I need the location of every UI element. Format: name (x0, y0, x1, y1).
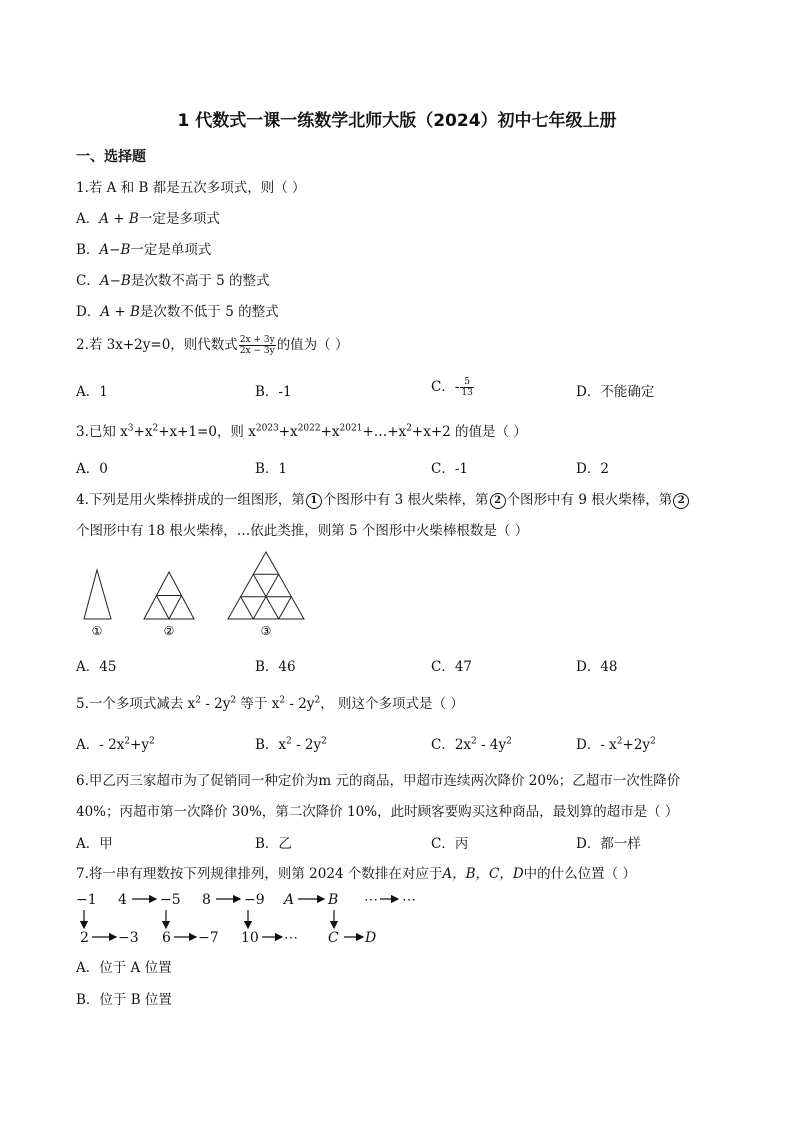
pattern-top-ellipsis-1: ⋯ (364, 892, 378, 908)
q6-option-d: D．都一样 (576, 836, 641, 852)
pattern-top-4: 8 (202, 892, 211, 908)
q6-option-c: C．丙 (431, 836, 469, 852)
page-title: 1 代数式一课一练数学北师大版（2024）初中七年级上册 (177, 111, 617, 131)
q6-option-b: B．乙 (255, 836, 292, 852)
pattern-top-5: −9 (244, 892, 265, 908)
question-6-line-2: 40%；丙超市第一次降价 30%，第二次降价 10%，此时顾客要购买这种商品，最划算的超市是（ ） (76, 804, 679, 820)
question-4-line-1: 4.下列是用火柴棒拼成的一组图形，第 1 个图形中有 3 根火柴棒，第 2 个图形中有 9 根火柴棒，第 2 (76, 488, 690, 509)
q1-option-c: C．A−B是次数不高于 5 的整式 (76, 273, 270, 289)
q3-option-a: A．0 (76, 461, 108, 477)
q7-option-a: A．位于 A 位置 (76, 960, 172, 976)
q2-option-d: D．不能确定 (576, 384, 655, 400)
pattern-top-A: A (284, 892, 295, 908)
figure-label-3: ③ (260, 624, 272, 638)
matchstick-triangles-figure (76, 548, 336, 643)
triangle-figure-1 (84, 570, 111, 619)
q1-option-a: A．A + B一定是多项式 (76, 211, 220, 227)
q2-option-a: A．1 (76, 384, 108, 400)
figure-label-1: ① (91, 624, 103, 638)
triangle-figure-3 (228, 552, 304, 619)
q7-option-b: B．位于 B 位置 (76, 992, 172, 1008)
fraction: $\frac{2x + 3y}{2x - 3y}$ (239, 335, 275, 356)
question-5-stem: 5.一个多项式减去 $x^2 - 2y^2$ 等于 $x^2 - 2y^2$， 则这个多项式是（ ） (76, 695, 464, 712)
section-heading: 一、选择题 (76, 149, 146, 165)
question-6-line-1: 6.甲乙丙三家超市为了促销同一种定价为m 元的商品，甲超市连续两次降价 20%；乙超市一次性降价 (76, 773, 681, 789)
q5-option-d: D．- $x^2+2y^2$ (576, 736, 656, 753)
fraction: $\frac{5}{13}$ (461, 377, 473, 398)
q4-option-a: A．45 (76, 659, 117, 675)
question-4-line-2: 个图形中有 18 根火柴棒，…依此类推，则第 5 个图形中火柴棒根数是（ ） (76, 523, 529, 539)
q1-option-d: D．A + B是次数不低于 5 的整式 (76, 304, 279, 320)
pattern-top-ellipsis-2: ⋯ (402, 892, 416, 908)
pattern-top-1: −1 (76, 892, 97, 908)
pattern-bottom-2: −3 (118, 930, 139, 946)
number-pattern-diagram (76, 886, 436, 948)
pattern-top-3: −5 (160, 892, 181, 908)
q2-option-b: B．-1 (255, 384, 292, 400)
pattern-bottom-3: 6 (162, 930, 171, 946)
pattern-bottom-4: −7 (198, 930, 219, 946)
q3-option-b: B．1 (255, 461, 288, 477)
q6-option-a: A．甲 (76, 836, 113, 852)
question-2-stem: 2.若 3x+2y=0，则代数式 $\frac{2x + 3y}{2x - 3y}$ 的值为（ ） (76, 335, 349, 356)
pattern-bottom-D: D (365, 930, 377, 946)
question-7-stem: 7.将一串有理数按下列规律排列，则第 2024 个数排在对应于A，B，C，D中的什么位置（ ） (76, 866, 636, 882)
pattern-top-B: B (328, 892, 339, 908)
q5-option-c: C．$2x^2 - 4y^2$ (431, 736, 512, 753)
q5-option-a: A．- $2x^2+y^2$ (76, 736, 155, 753)
pattern-bottom-5: 10 (241, 930, 259, 946)
q2-option-c: C．- $\frac{5}{13}$ (431, 377, 473, 398)
q3-option-d: D．2 (576, 461, 609, 477)
q5-option-b: B．$x^2 - 2y^2$ (255, 736, 327, 753)
q3-option-c: C．-1 (431, 461, 468, 477)
q4-option-d: D．48 (576, 659, 618, 675)
q4-option-b: B．46 (255, 659, 296, 675)
pattern-bottom-ellipsis: ⋯ (284, 930, 298, 946)
question-1-stem: 1.若 A 和 B 都是五次多项式，则（ ） (76, 180, 306, 196)
question-3-stem: 3.已知 $x^3+x^2+x+1=0$，则 $x^{2023}+x^{2022}+x^{2021}+\dots+x^2+x+2$ 的值是（ ） (76, 423, 527, 440)
pattern-bottom-C: C (328, 930, 339, 946)
figure-label-2: ② (163, 624, 175, 638)
pattern-top-2: 4 (118, 892, 127, 908)
triangle-figure-2 (144, 572, 194, 619)
q4-option-c: C．47 (431, 659, 473, 675)
pattern-bottom-1: 2 (80, 930, 89, 946)
q1-option-b: B．A−B一定是单项式 (76, 242, 212, 258)
